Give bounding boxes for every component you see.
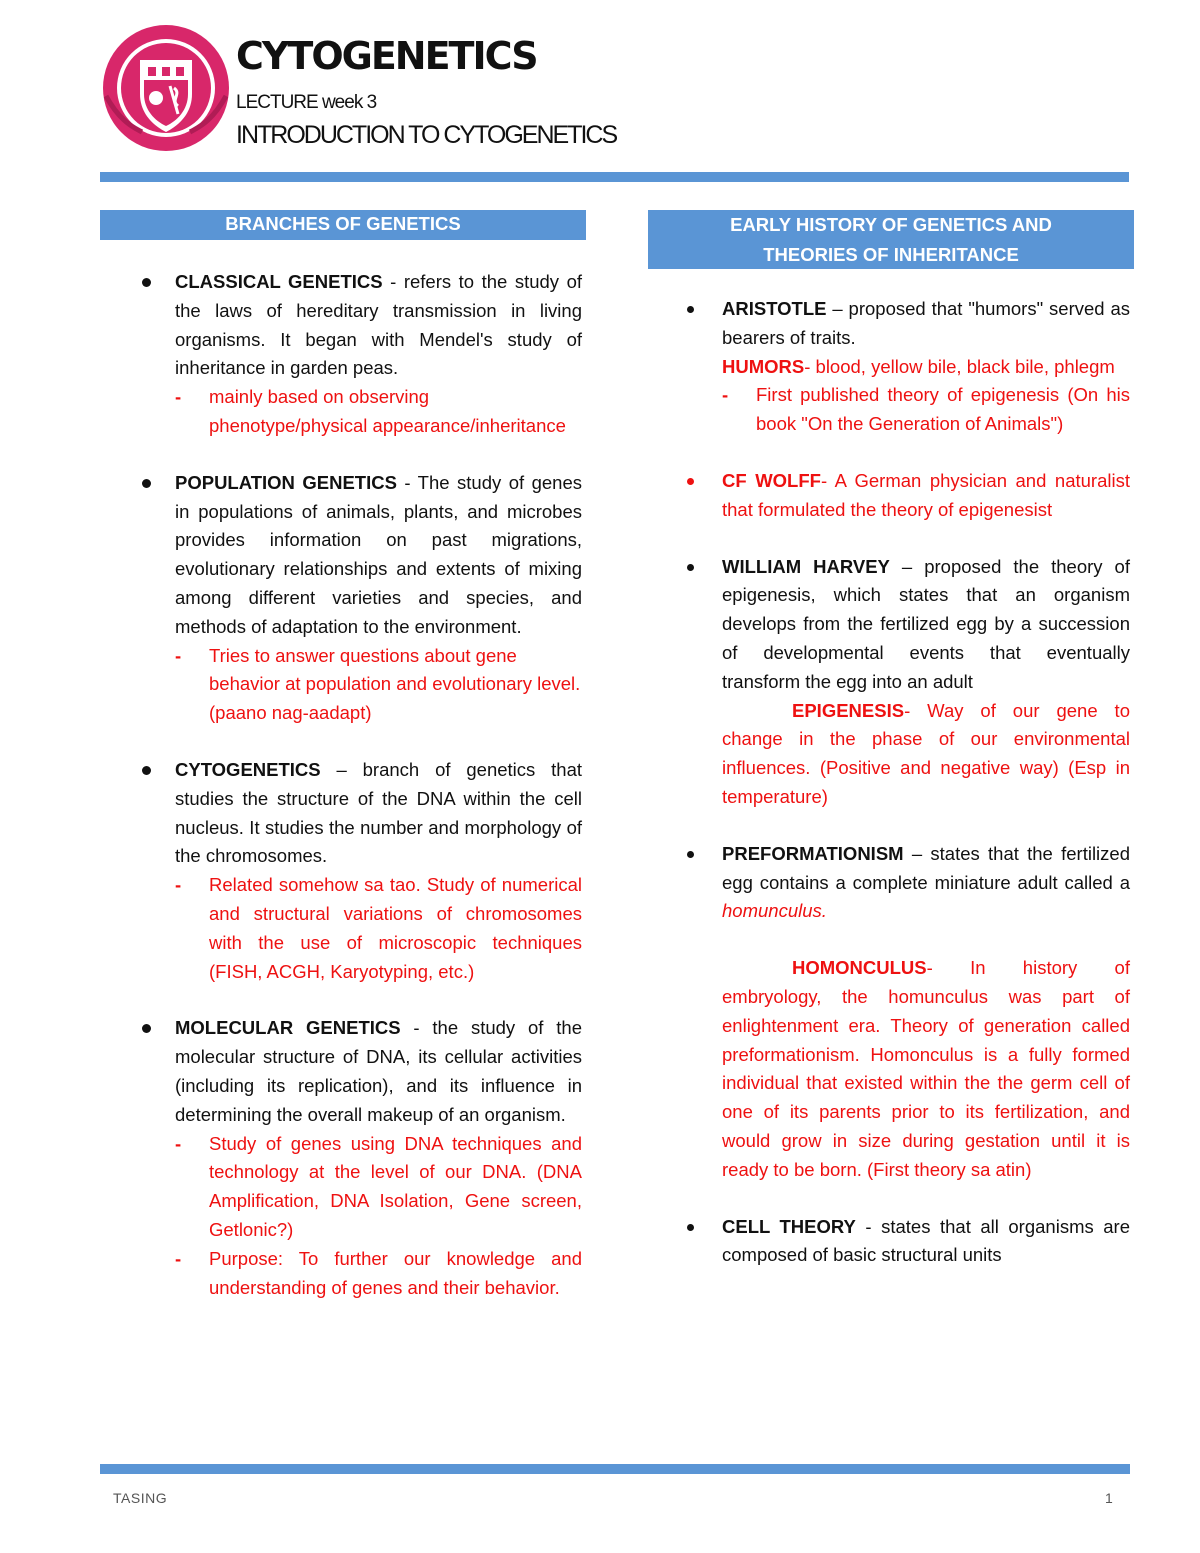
def-harvey: – proposed the theory of epigenesis, which states that an organism develops from the fertilized egg by a succession of developmental events that eventually transform the egg into an adult	[722, 555, 1130, 692]
def-epigenesis: - Way of our gene to change in the phase of our environmental influences. (Positive and negative way) (Esp in temperature)	[722, 699, 1130, 807]
term-preformationism: PREFORMATIONISM	[722, 842, 904, 864]
def-homonculus: - In history of embryology, the homunculus was part of enlightenment era. Theory of generation called preformationism. Homonculus is a fully formed individual that existed within the the germ cell of one of its parents prior to its fertilization, and would grow in size during gestation until it is ready to be born. (First theory sa atin)	[722, 957, 1130, 1180]
lecture-topic: INTRODUCTION TO CYTOGENETICS	[236, 121, 617, 149]
bullet-icon	[142, 479, 151, 488]
wolff-text	[722, 467, 1130, 525]
list-item-classical	[100, 268, 586, 441]
term-harvey: WILLIAM HARVEY	[722, 555, 890, 577]
dash-icon: -	[175, 386, 182, 408]
def-molecular: - the study of the molecular structure of DNA, its cellular activities (including its replication), and its influence in determining the overall makeup of an organism.	[175, 1017, 582, 1125]
bullet-icon	[687, 564, 694, 571]
note-item	[175, 383, 582, 441]
population-genetics-text	[175, 469, 582, 642]
cytogenetics-text	[175, 756, 582, 871]
term-classical: CLASSICAL GENETICS	[175, 271, 383, 292]
harvey-text	[722, 553, 1130, 697]
note-molecular-1: Study of genes using DNA techniques and technology at the level of our DNA. (DNA Amplification, DNA Isolation, Gene screen, Getlonic?)	[209, 1132, 582, 1240]
section-heading-history	[648, 210, 1134, 269]
epigenesis-text	[722, 697, 1130, 812]
def-humors: - blood, yellow bile, black bile, phlegm	[804, 355, 1115, 377]
dash-icon: -	[175, 874, 182, 896]
page-number: 1	[1105, 1490, 1113, 1506]
university-seal-logo	[100, 22, 232, 154]
aristotle-text	[722, 295, 1130, 353]
bullet-icon	[142, 278, 151, 287]
note-item	[175, 1130, 582, 1245]
bullet-icon	[687, 306, 694, 313]
list-item-wolff	[648, 467, 1134, 525]
note-cytogenetics: Related somehow sa tao. Study of numerical and structural variations of chromosomes with the use of microscopic techniques (FISH, ACGH, Karyotyping, etc.)	[209, 874, 582, 982]
note-aristotle: First published theory of epigenesis (On his book "On the Generation of Animals")	[756, 384, 1130, 435]
header-divider	[100, 172, 1129, 182]
def-population: - The study of genes in populations of animals, plants, and microbes provides information on past migrations, evolutionary relationships and extents of mixing among different varieties and species, and methods of adaptation to the environment.	[175, 471, 582, 637]
bullet-icon	[687, 478, 694, 485]
def-aristotle: – proposed that "humors" served as bearers of traits.	[722, 298, 1130, 348]
def-cytogenetics: – branch of genetics that studies the structure of the DNA within the cell nucleus. It studies the number and morphology of the chromosomes.	[175, 758, 582, 867]
bullet-icon	[687, 1224, 694, 1231]
classical-genetics-text	[175, 268, 582, 383]
heading-line-1: EARLY HISTORY OF GENETICS AND	[730, 214, 1052, 235]
branches-list	[100, 268, 586, 1302]
preformationism-text	[722, 840, 1130, 926]
term-cytogenetics: CYTOGENETICS	[175, 758, 321, 780]
def-cell-theory: - states that all organisms are composed of basic structural units	[722, 1215, 1130, 1266]
list-item-cytogenetics	[100, 756, 586, 986]
footer-divider	[100, 1464, 1130, 1474]
branches-of-genetics-column	[100, 210, 586, 1302]
dash-icon: -	[175, 644, 182, 666]
list-item-harvey	[648, 553, 1134, 812]
term-humors: HUMORS	[722, 355, 805, 377]
notes-molecular	[175, 1130, 582, 1303]
list-item-cell-theory	[648, 1213, 1134, 1271]
term-homonculus: HOMONCULUS	[792, 957, 927, 979]
term-population: POPULATION GENETICS	[175, 471, 397, 493]
list-item-aristotle	[648, 295, 1134, 439]
def-wolff: - A German physician and naturalist that formulated the theory of epigenesist	[722, 469, 1130, 520]
bullet-icon	[142, 1024, 151, 1033]
dash-icon: -	[175, 1247, 182, 1269]
notes-cytogenetics	[175, 871, 582, 986]
notes-classical	[175, 383, 582, 441]
term-molecular: MOLECULAR GENETICS	[175, 1017, 401, 1039]
list-item-molecular	[100, 1014, 586, 1302]
note-classical: mainly based on observing phenotype/physical appearance/inheritance	[209, 386, 566, 436]
list-item-preformationism	[648, 840, 1134, 1185]
humors-text	[722, 353, 1130, 382]
history-list	[648, 295, 1134, 1270]
notes-population	[175, 642, 582, 728]
notes-aristotle	[722, 381, 1130, 439]
footer-author: TASING	[113, 1490, 168, 1506]
dash-icon: -	[175, 1132, 182, 1154]
cell-theory-text	[722, 1213, 1130, 1271]
note-item	[175, 642, 582, 728]
term-cell-theory: CELL THEORY	[722, 1215, 856, 1237]
def-preformationism: – states that the fertilized egg contains a complete miniature adult called a	[722, 842, 1130, 893]
molecular-genetics-text	[175, 1014, 582, 1129]
note-population: Tries to answer questions about gene behavior at population and evolutionary level. (paano nag-aadapt)	[209, 644, 581, 724]
early-history-column	[648, 210, 1134, 1270]
term-aristotle: ARISTOTLE	[722, 298, 827, 319]
list-item-population	[100, 469, 586, 728]
section-heading-branches: BRANCHES OF GENETICS	[100, 210, 586, 240]
term-wolff: CF WOLFF	[722, 469, 821, 491]
bullet-icon	[142, 766, 151, 775]
def-classical: - refers to the study of the laws of hereditary transmission in living organisms. It began with Mendel's study of inheritance in garden peas.	[175, 271, 582, 379]
lecture-subtitle: LECTURE week 3	[236, 92, 377, 113]
homunculus-italic: homunculus.	[722, 900, 827, 922]
note-molecular-2: Purpose: To further our knowledge and understanding of genes and their behavior.	[209, 1247, 582, 1298]
term-epigenesis: EPIGENESIS	[792, 699, 905, 721]
note-item	[175, 871, 582, 986]
heading-line-2: THEORIES OF INHERITANCE	[763, 244, 1019, 265]
homonculus-text	[722, 954, 1130, 1184]
document-title: CYTOGENETICS	[236, 34, 537, 78]
dash-icon: -	[722, 384, 729, 406]
note-item	[175, 1245, 582, 1303]
note-item	[722, 381, 1130, 439]
bullet-icon	[687, 851, 694, 858]
